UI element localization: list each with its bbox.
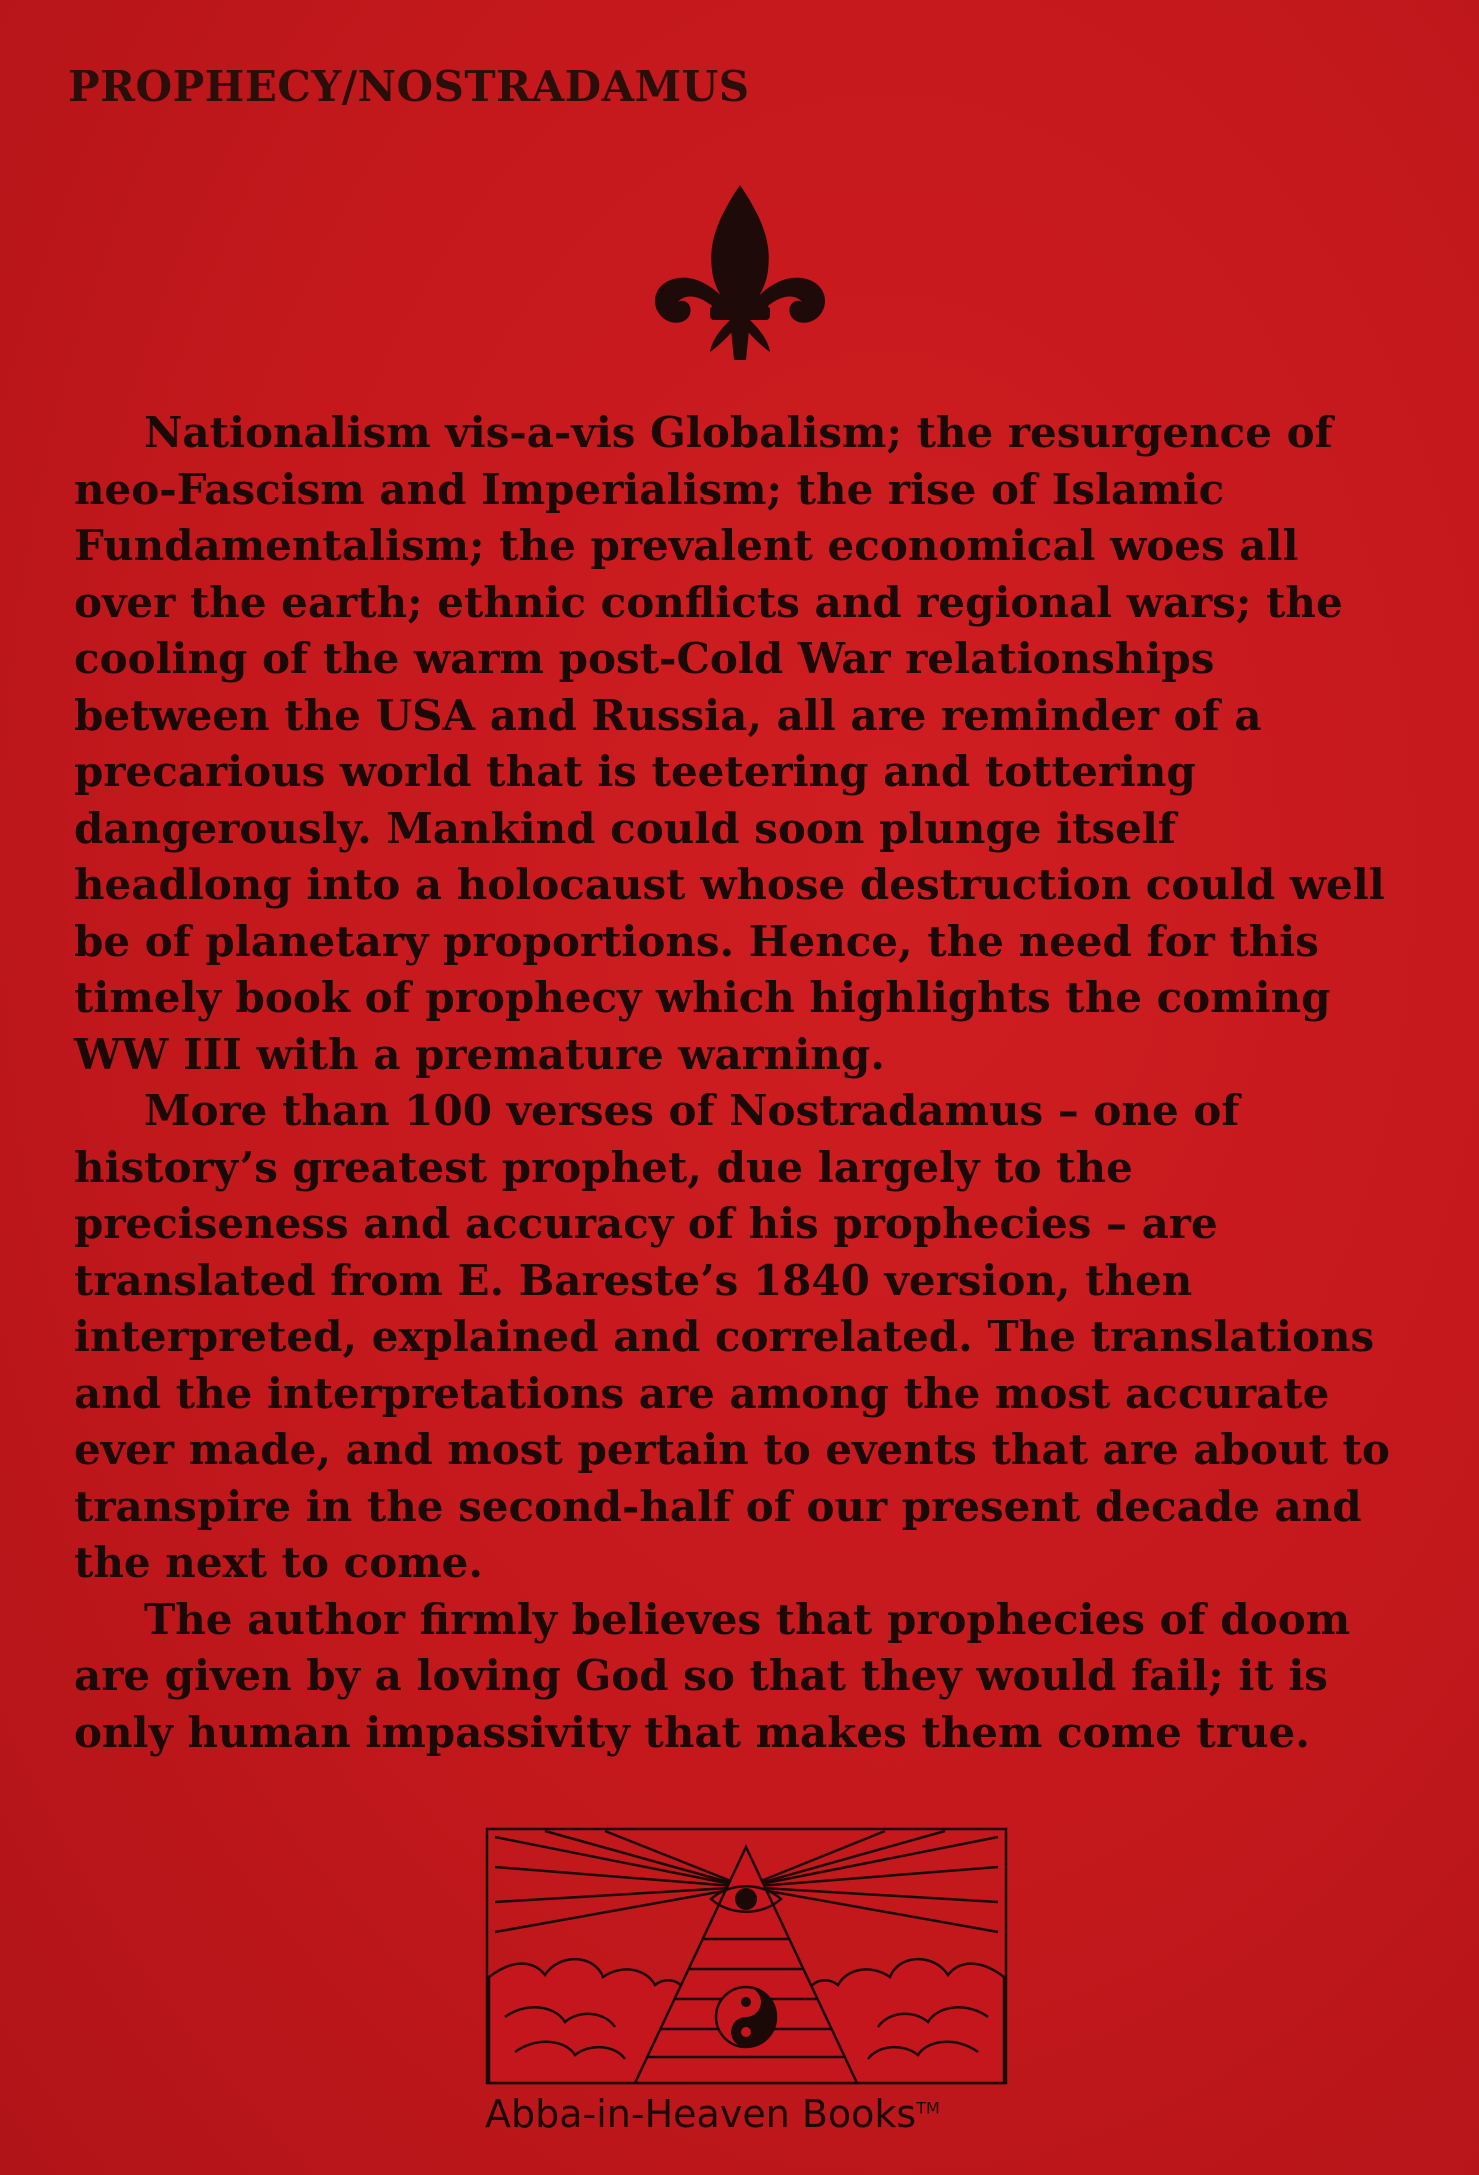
- blurb-paragraph: Nationalism vis-a-vis Globalism; the resurgence of neo-Fascism and Imperialism; the rise of Islamic Fundamentalism; the prevalent economical woes all over the earth; ethnic conflicts and regional wars; the cooling of the warm post-Cold War relationships between the USA and Russia, all are reminder of a precarious world that is teetering and tottering dangerously. Mankind could soon plunge itself headlong into a holocaust whose destruction could well be of planetary proportions. Hence, the need for this timely book of prophecy which highlights the coming WW III with a premature warning.: [74, 408, 1385, 1079]
- blurb-paragraph: The author firmly believes that prophecies of doom are given by a loving God so that they would fail; it is only human impassivity that makes them come true.: [74, 1594, 1351, 1757]
- publisher-name: [485, 2092, 1015, 2136]
- back-cover-blurb: [74, 405, 1394, 1761]
- blurb-paragraph: More than 100 verses of Nostradamus – one of history’s greatest prophet, due largely to the preciseness and accuracy of his prophecies – are translated from E. Bareste’s 1840 version, then interpreted, explained and correlated. The translations and the interpretations are among the most accurate ever made, and most pertain to events that are about to transpire in the second-half of our present decade and the next to come.: [74, 1086, 1390, 1587]
- fleur-de-lis-icon: [640, 180, 840, 370]
- eye-pyramid-yin-yang-logo: [485, 1827, 1008, 2085]
- category-label: PROPHECY/NOSTRADAMUS: [68, 62, 750, 111]
- publisher-label: Abba-in-Heaven Books: [485, 2092, 917, 2136]
- trademark-mark: TM: [916, 2098, 940, 2118]
